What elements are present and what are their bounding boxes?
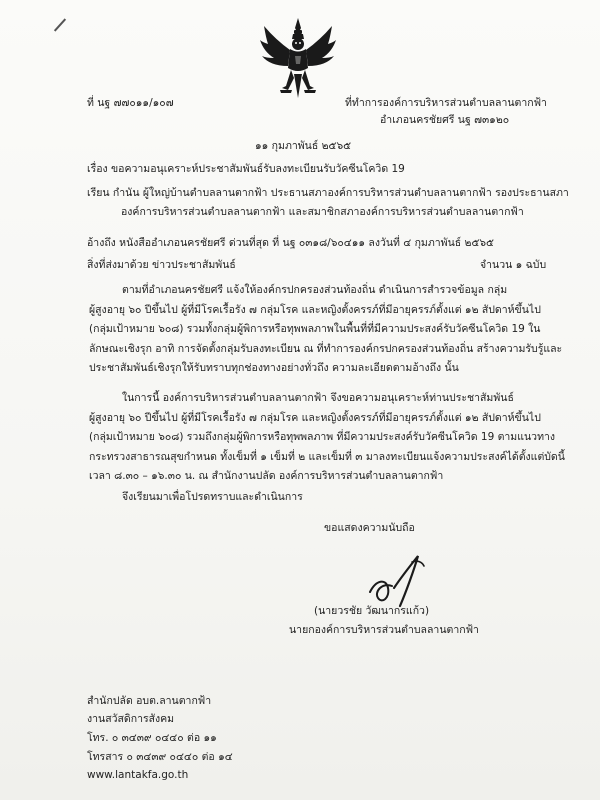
footer-tel: โทร. ๐ ๓๔๓๙ ๐๔๔๐ ต่อ ๑๑ bbox=[87, 732, 217, 744]
office-name: ที่ทำการองค์การบริหารส่วนตำบลลานตากฟ้า bbox=[345, 97, 547, 109]
regards-text: ขอแสดงความนับถือ bbox=[324, 522, 415, 534]
enclosure-count: จำนวน ๑ ฉบับ bbox=[480, 259, 547, 271]
footer-website: www.lantakfa.go.th bbox=[87, 769, 189, 781]
signer-title: นายกองค์การบริหารส่วนตำบลลานตากฟ้า bbox=[289, 624, 479, 636]
footer-fax: โทรสาร ๐ ๓๔๓๙ ๐๔๔๐ ต่อ ๑๔ bbox=[87, 751, 233, 763]
body-paragraph-1 bbox=[89, 281, 565, 379]
office-address: อำเภอนครชัยศรี นฐ ๗๓๑๒๐ bbox=[380, 114, 510, 126]
subject-line: เรื่อง ขอความอนุเคราะห์ประชาสัมพันธ์รับลงทะเบียนรับวัคซีนโควิด 19 bbox=[87, 163, 405, 175]
paragraph-line: เวลา ๘.๓๐ – ๑๖.๓๐ น. ณ สำนักงานปลัด องค์การบริหารส่วนตำบลลานตากฟ้า bbox=[89, 470, 444, 482]
recipient-line-2: องค์การบริหารส่วนตำบลลานตากฟ้า และสมาชิกสภาองค์การบริหารส่วนตำบลลานตากฟ้า bbox=[121, 206, 524, 218]
paragraph-line: ประชาสัมพันธ์เชิงรุกให้รับทราบทุกช่องทางอย่างทั่วถึง ความละเอียดตามอ้างถึง นั้น bbox=[89, 362, 459, 374]
signer-name: (นายวรชัย วัฒนากรแก้ว) bbox=[314, 605, 430, 617]
enclosure-label: สิ่งที่ส่งมาด้วย ข่าวประชาสัมพันธ์ bbox=[87, 259, 236, 271]
recipient-line-1: เรียน กำนัน ผู้ใหญ่บ้านตำบลลานตากฟ้า ประธานสภาองค์การบริหารส่วนตำบลลานตากฟ้า รองประธานสภา bbox=[87, 187, 569, 199]
garuda-emblem-icon bbox=[258, 16, 338, 100]
letter-date: ๑๑ กุมภาพันธ์ ๒๕๖๕ bbox=[255, 140, 352, 152]
pen-mark bbox=[54, 18, 66, 31]
reference-line: อ้างถึง หนังสืออำเภอนครชัยศรี ด่วนที่สุด ที่ นฐ ๐๓๑๘/๖๐๔๑๑ ลงวันที่ ๔ กุมภาพันธ์ ๒๕๖๕ bbox=[87, 237, 494, 249]
paragraph-line: ตามที่อำเภอนครชัยศรี แจ้งให้องค์กรปกครองส่วนท้องถิ่น ดำเนินการสำรวจข้อมูล กลุ่ม bbox=[122, 284, 508, 296]
paragraph-line: ในการนี้ องค์การบริหารส่วนตำบลลานตากฟ้า จึงขอความอนุเคราะห์ท่านประชาสัมพันธ์ bbox=[122, 392, 514, 404]
paragraph-line: กระทรวงสาธารณสุขกำหนด ทั้งเข็มที่ ๑ เข็มที่ ๒ และเข็มที่ ๓ มาลงทะเบียนแจ้งความประสงค์ได้ตั้งแต่บัดนี้ bbox=[89, 450, 565, 463]
paragraph-line: ลักษณะเชิงรุก อาทิ การจัดตั้งกลุ่มรับลงทะเบียน ณ ที่ทำการองค์กรปกครองส่วนท้องถิ่น สร้างความรับรู้และ bbox=[89, 342, 563, 355]
body-paragraph-2 bbox=[89, 389, 565, 487]
handwritten-signature bbox=[356, 552, 446, 612]
paragraph-line: (กลุ่มเป้าหมาย ๖๐๘) รวมถึงกลุ่มผู้พิการหรือทุพพลภาพ ที่มีความประสงค์รับวัคซีนโควิด 19 ตามแนวทาง bbox=[89, 431, 556, 443]
footer-unit: งานสวัสดิการสังคม bbox=[87, 713, 175, 725]
footer-department: สำนักปลัด อบต.ลานตากฟ้า bbox=[87, 695, 212, 707]
paragraph-line: (กลุ่มเป้าหมาย ๖๐๘) รวมทั้งกลุ่มผู้พิการหรือทุพพลภาพในพื้นที่ที่มีความประสงค์รับวัคซีนโควิด 19 ใน bbox=[89, 323, 541, 335]
paragraph-line: ผู้สูงอายุ ๖๐ ปีขึ้นไป ผู้ที่มีโรคเรื้อรัง ๗ กลุ่มโรค และหญิงตั้งครรภ์ที่มีอายุครรภ์ตั้งแต่ ๑๒ สัปดาห์ขึ้นไป bbox=[89, 411, 541, 424]
reference-number: ที่ นฐ ๗๗๐๑๑/๑๐๗ bbox=[87, 97, 174, 109]
paragraph-line: ผู้สูงอายุ ๖๐ ปีขึ้นไป ผู้ที่มีโรคเรื้อรัง ๗ กลุ่มโรค และหญิงตั้งครรภ์ที่มีอายุครรภ์ตั้งแต่ ๑๒ สัปดาห์ขึ้นไป bbox=[89, 303, 541, 316]
closing-request: จึงเรียนมาเพื่อโปรดทราบและดำเนินการ bbox=[122, 491, 303, 503]
